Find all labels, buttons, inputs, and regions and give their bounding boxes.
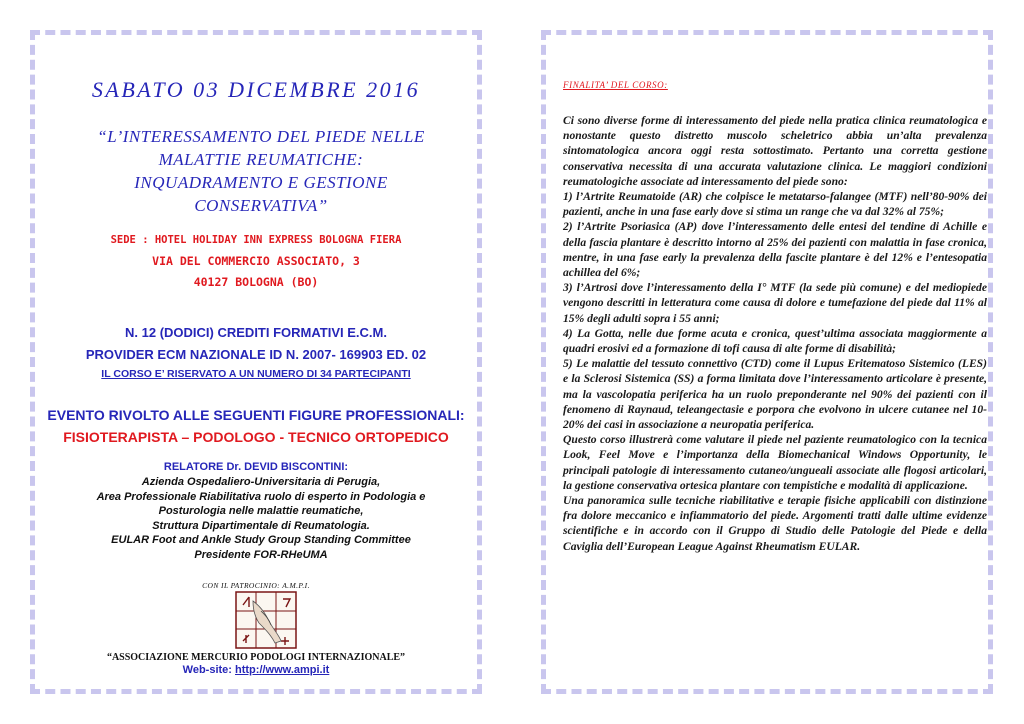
speaker-name: RELATORE Dr. DEVID BISCONTINI: xyxy=(163,461,349,473)
venue-name: SEDE : HOTEL HOLIDAY INN EXPRESS BOLOGNA FIERA xyxy=(110,234,402,246)
patronage-label: CON IL PATROCINIO: A.M.P.I. xyxy=(202,581,310,590)
affiliation-line: EULAR Foot and Ankle Study Group Standing Committee xyxy=(111,534,411,546)
affiliation-line: Posturologia nelle malattie reumatiche, xyxy=(158,505,364,517)
provider-id: PROVIDER ECM NAZIONALE ID N. 2007- 169903 ED. 02 xyxy=(85,347,427,362)
website xyxy=(35,664,477,676)
affiliation-line: Azienda Ospedaliero-Universitaria di Perugia, xyxy=(141,476,381,488)
venue-city: 40127 BOLOGNA (BO) xyxy=(193,275,319,289)
right-panel xyxy=(541,30,993,694)
description-paragraph: Questo corso illustrerà come valutare il piede nel paziente reumatologico con la tecnica Look, Feel Move e l’importanza della Biomechanical Windows Opportunity, le principali patologie di interessamento cutaneo/ungueali associate alle flogosi articolari, la gestione conservativa ortesica plantare con tempistiche e modalità di applicazione. xyxy=(563,433,987,492)
description-paragraph: 5) Le malattie del tessuto connettivo (CTD) come il Lupus Eritematoso Sistemico (LES) e la Sclerosi Sistemica (SS) a forma limitata dove l’interessamento articolare è presente, ma la vascolopatia periferica ha un ruolo preponderante nel 90% dei pazienti con il fenomeno di Raynaud, teleangectasie e porpora che evolvono in ulcere cutanee nel 10-20% dei casi in associazione a neuropatia periferica. xyxy=(563,357,987,432)
course-title-line: INQUADRAMENTO E GESTIONE xyxy=(134,173,388,192)
description-paragraph: 2) l’Artrite Psoriasica (AP) dove l’interessamento delle entesi del tendine di Achille e della fascia plantare è descritto intorno al 25% dei pazienti con malattia in fase cronica, mentre, in una fase early la prevalenza della fascite plantare è del 12% e l’entesopatia achillea del 6%; xyxy=(563,220,987,280)
description-paragraph: 4) La Gotta, nelle due forme acuta e cronica, quest’ultima associata maggiormente a quadri erosivi ed a formazione di tofi causa di alte forme di disabilità; xyxy=(563,326,987,356)
affiliation-line: Struttura Dipartimentale di Reumatologia. xyxy=(152,519,370,532)
description-paragraph: Una panoramica sulle tecniche riabilitative e terapie fisiche applicabili con distinzione fra dolore meccanico e infiammatorio del piede. Argomenti tratti dalle ultime evidenze scientifiche e in accordo con il Gruppo di Studio delle Patologie del Piede e della Caviglia dell’European League Against Rheumatism EULAR. xyxy=(563,494,987,553)
event-date: SABATO 03 DICEMBRE 2016 xyxy=(91,77,421,102)
affiliation-line: Area Professionale Riabilitativa ruolo di esperto in Podologia e xyxy=(96,490,426,503)
association-name: “ASSOCIAZIONE MERCURIO PODOLOGI INTERNAZIONALE” xyxy=(106,652,406,663)
target-audience-heading: EVENTO RIVOLTO ALLE SEGUENTI FIGURE PROFESSIONALI: xyxy=(47,407,465,423)
course-title-line: MALATTIE REUMATICHE: xyxy=(158,150,364,169)
ecm-credits: N. 12 (DODICI) CREDITI FORMATIVI E.C.M. xyxy=(125,325,387,340)
course-goals-heading: FINALITA’ DEL CORSO: xyxy=(563,80,668,90)
participants-note: IL CORSO E’ RISERVATO A UN NUMERO DI 34 PARTECIPANTI xyxy=(101,368,411,380)
venue-street: VIA DEL COMMERCIO ASSOCIATO, 3 xyxy=(152,254,360,268)
description-paragraph: 1) l’Artrite Reumatoide (AR) che colpisce le metatarso-falangee (MTF) nell’80-90% dei pazienti, anche in una fase early dove si stima un range che va dal 32% al 75%; xyxy=(563,190,987,219)
course-title xyxy=(55,125,467,217)
website-label: Web-site: xyxy=(182,664,236,676)
ampi-logo-icon xyxy=(235,591,297,649)
description-paragraph: 3) l’Artrosi dove l’interessamento della I° MTF (la sede più comune) e del mediopiede vengono descritti in letteratura come causa di dolore e tumefazione del piede dal 11% al 15% degli adulti sopra i 55 anni; xyxy=(563,281,987,325)
description-paragraph: Ci sono diverse forme di interessamento del piede nella pratica clinica reumatologica e nonostante questo distretto muscolo scheletrico abbia un’alta prevalenza sintomatologica ancora oggi resta sottostimato. Pertanto una corretta gestione conservativa necessita di una accurata valutazione clinica. Le maggiori condizioni reumatologiche associate ad interessamento del piede sono: xyxy=(563,114,987,188)
course-title-line: “L’INTERESSAMENTO DEL PIEDE NELLE xyxy=(97,127,425,146)
target-professions: FISIOTERAPISTA – PODOLOGO - TECNICO ORTOPEDICO xyxy=(63,429,449,445)
course-description xyxy=(563,113,987,554)
left-panel xyxy=(30,30,482,694)
website-link[interactable]: http://www.ampi.it xyxy=(235,664,330,676)
speaker-affiliations xyxy=(55,475,467,562)
affiliation-line: Presidente FOR-RHeUMA xyxy=(194,548,328,561)
course-title-line: CONSERVATIVA” xyxy=(194,196,328,215)
